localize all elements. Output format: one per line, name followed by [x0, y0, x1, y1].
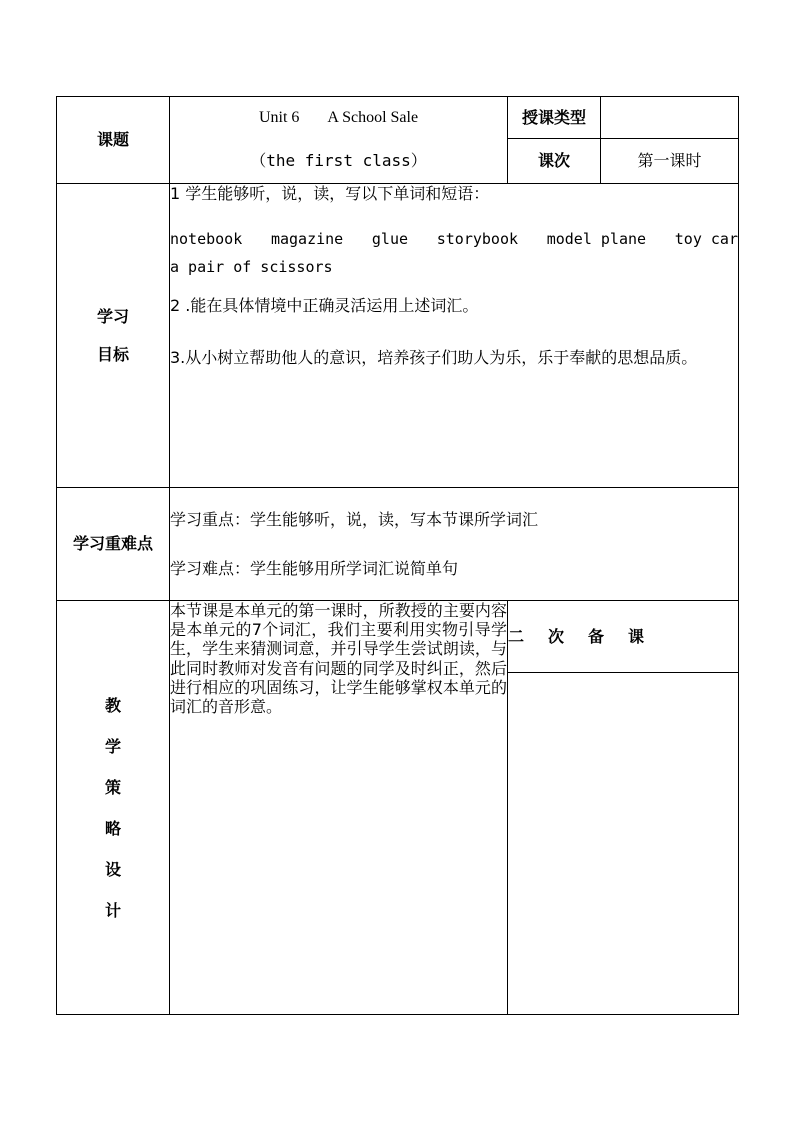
strategy-label-char: 教 — [104, 695, 121, 715]
second-prep-char: 二 — [508, 626, 525, 646]
class-subtitle: （the first class） — [170, 139, 508, 184]
second-prep-char: 备 — [588, 626, 605, 646]
unit-title — [170, 97, 508, 139]
second-prep-heading — [508, 601, 739, 673]
objective-1: 1 学生能够听，说，读，写以下单词和短语： — [170, 184, 490, 203]
objectives-label-line2: 目标 — [96, 344, 129, 364]
vocabulary-words — [170, 230, 738, 248]
vocabulary-phrase: a pair of scissors — [170, 258, 333, 276]
key-points-label: 学习重难点 — [57, 488, 170, 601]
second-prep-char: 课 — [628, 626, 645, 646]
strategy-label-char: 设 — [104, 859, 121, 879]
word: notebook — [170, 230, 243, 248]
word: glue — [371, 230, 409, 248]
key-point-focus: 学习重点：学生能够听，说，读，写本节课所学词汇 — [170, 509, 539, 529]
objectives-label-line1: 学习 — [96, 307, 129, 327]
strategy-label-char: 计 — [104, 900, 121, 920]
word: magazine — [270, 230, 344, 248]
strategy-label-char: 学 — [104, 736, 121, 756]
second-prep-content[interactable] — [508, 673, 739, 1015]
key-point-difficulty: 学习难点：学生能够用所学词汇说简单句 — [170, 559, 459, 578]
lesson-type-label: 授课类型 — [508, 97, 601, 139]
strategy-text: 本节课是本单元的第一课时，所教授的主要内容是本单元的7个词汇，我们主要利用实物引导学生，学生来猜测词意，并引导学生尝试朗读，与此同时教师对发音有问题的同学及时纠正，然后进行相应的巩固练习，让学生能够掌权本单元的词汇的音形意。 — [170, 601, 508, 1015]
session-value: 第一课时 — [601, 139, 739, 184]
lesson-plan-table — [56, 96, 739, 1015]
objective-2: 2 .能在具体情境中正确灵活运用上述词汇。 — [170, 296, 479, 315]
word: storybook — [436, 230, 519, 248]
objectives-label — [57, 184, 170, 488]
strategy-label-char: 略 — [104, 818, 121, 838]
strategy-label-char: 策 — [104, 777, 121, 797]
lesson-type-value — [601, 97, 739, 139]
strategy-label — [57, 601, 170, 1015]
topic-label: 课题 — [57, 97, 170, 184]
word: toy car — [674, 230, 738, 248]
second-prep-char: 次 — [548, 626, 565, 646]
objectives-content — [170, 184, 739, 488]
session-label: 课次 — [508, 139, 601, 184]
key-points-content — [170, 488, 739, 601]
objective-3: 3.从小树立帮助他人的意识，培养孩子们助人为乐，乐于奉献的思想品质。 — [170, 348, 698, 368]
word: model plane — [546, 230, 647, 248]
unit-name: A School Sale — [327, 109, 419, 127]
unit-number: Unit 6 — [258, 109, 300, 127]
